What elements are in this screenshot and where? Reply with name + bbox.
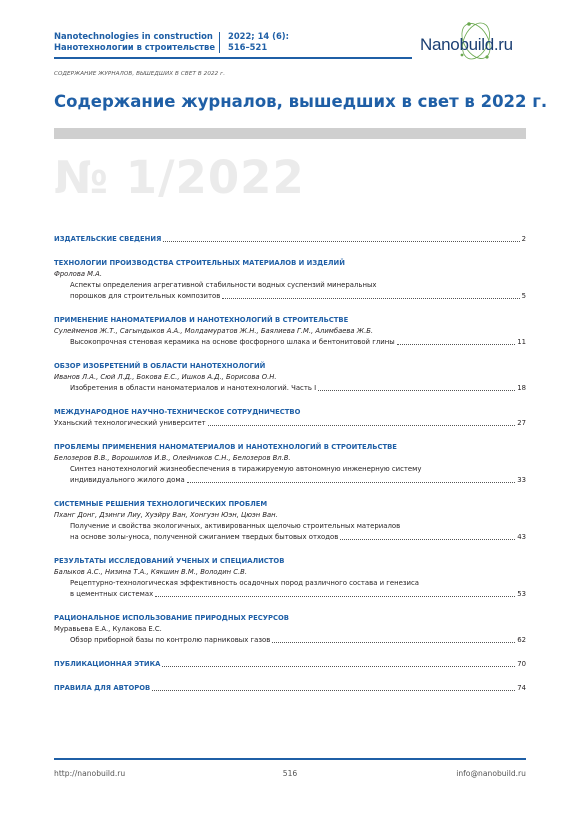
article-authors: Балыков А.С., Низина Т.А., Кякшин В.М., Володин С.В. bbox=[54, 568, 247, 576]
dot-leader bbox=[162, 666, 515, 667]
dot-leader bbox=[272, 642, 515, 643]
toc-entry[interactable] bbox=[54, 418, 526, 429]
article-title-line: индивидуального жилого дома bbox=[70, 476, 185, 484]
toc-section bbox=[54, 442, 526, 486]
page-footer bbox=[54, 758, 526, 790]
article-authors: Муравьева Е.А., Кулакова Е.С. bbox=[54, 625, 162, 633]
article-title-line: в цементных системах bbox=[70, 590, 154, 598]
toc-section bbox=[54, 499, 526, 543]
toc-entry[interactable] bbox=[54, 589, 526, 600]
dot-leader bbox=[208, 425, 516, 426]
dot-leader bbox=[318, 390, 515, 391]
dot-leader bbox=[222, 298, 519, 299]
header-separator bbox=[219, 32, 220, 53]
page-ref: 43 bbox=[517, 533, 526, 541]
article-title-line[interactable]: Рецептурно-технологическая эффективность осадочных пород различного состава и генезиса bbox=[70, 579, 420, 587]
section-title: ТЕХНОЛОГИИ ПРОИЗВОДСТВА СТРОИТЕЛЬНЫХ МАТЕРИАЛОВ И ИЗДЕЛИЙ bbox=[54, 259, 345, 267]
toc-entry[interactable] bbox=[54, 683, 526, 694]
journal-name bbox=[54, 31, 215, 53]
article-title-line: Обзор приборной базы по контролю парниковых газов bbox=[70, 636, 271, 644]
toc-entry[interactable] bbox=[54, 291, 526, 302]
dot-leader bbox=[187, 482, 515, 483]
footer-email-link[interactable]: info@nanobuild.ru bbox=[456, 769, 526, 778]
article-title-line[interactable]: Аспекты определения агрегативной стабильности водных суспензий минеральных bbox=[70, 281, 377, 289]
page-title: Содержание журналов, вышедших в свет в 2022 г. bbox=[54, 92, 548, 111]
toc-section bbox=[54, 683, 526, 694]
footer-rule bbox=[54, 758, 526, 760]
section-title: РАЦИОНАЛЬНОЕ ИСПОЛЬЗОВАНИЕ ПРИРОДНЫХ РЕСУРСОВ bbox=[54, 614, 289, 622]
table-of-contents bbox=[54, 234, 526, 707]
article-title-line[interactable]: Получение и свойства экологичных, активированных щелочью строительных материалов bbox=[70, 522, 401, 530]
running-section-tag: СОДЕРЖАНИЕ ЖУРНАЛОВ, ВЫШЕДШИХ В СВЕТ В 2022 г. bbox=[54, 71, 226, 77]
page-ref: 5 bbox=[521, 292, 526, 300]
dot-leader bbox=[340, 539, 515, 540]
page-ref: 74 bbox=[517, 684, 526, 692]
section-title: ПРОБЛЕМЫ ПРИМЕНЕНИЯ НАНОМАТЕРИАЛОВ И НАНОТЕХНОЛОГИЙ В СТРОИТЕЛЬСТВЕ bbox=[54, 443, 397, 451]
toc-entry[interactable] bbox=[54, 383, 526, 394]
article-authors: Иванов Л.А., Сюй Л.Д., Бокова Е.С., Ишков А.Д., Борисова О.Н. bbox=[54, 373, 277, 381]
toc-entry[interactable] bbox=[54, 475, 526, 486]
page-ref: 53 bbox=[517, 590, 526, 598]
title-divider-bar bbox=[54, 128, 526, 139]
dot-leader bbox=[397, 344, 516, 345]
journal-name-ru: Нанотехнологии в строительстве bbox=[54, 42, 216, 52]
section-title: ПРАВИЛА ДЛЯ АВТОРОВ bbox=[54, 684, 151, 692]
article-authors: Сулейменов Ж.Т., Сагындыков А.А., Молдамуратов Ж.Н., Баялиева Г.М., Алимбаева Ж.Б. bbox=[54, 327, 374, 335]
dot-leader bbox=[155, 596, 515, 597]
toc-entry[interactable] bbox=[54, 532, 526, 543]
header-rule bbox=[54, 57, 412, 59]
section-title: СИСТЕМНЫЕ РЕШЕНИЯ ТЕХНОЛОГИЧЕСКИХ ПРОБЛЕМ bbox=[54, 500, 268, 508]
toc-section bbox=[54, 613, 526, 646]
article-title-line: Изобретения в области наноматериалов и нанотехнологий. Часть I bbox=[70, 384, 317, 392]
toc-section bbox=[54, 258, 526, 302]
section-title: ИЗДАТЕЛЬСКИЕ СВЕДЕНИЯ bbox=[54, 235, 162, 243]
toc-section bbox=[54, 361, 526, 394]
logo-text: Nanobuild.ru bbox=[420, 35, 513, 54]
section-title: ОБЗОР ИЗОБРЕТЕНИЙ В ОБЛАСТИ НАНОТЕХНОЛОГИЙ bbox=[54, 362, 266, 370]
footer-website-link[interactable]: http://nanobuild.ru bbox=[54, 769, 126, 778]
section-title: МЕЖДУНАРОДНОЕ НАУЧНО-ТЕХНИЧЕСКОЕ СОТРУДНИЧЕСТВО bbox=[54, 408, 301, 416]
article-authors: Фролова М.А. bbox=[54, 270, 102, 278]
page-header bbox=[54, 31, 526, 61]
issue-volume: 2022; 14 (6): bbox=[228, 31, 289, 41]
toc-entry[interactable] bbox=[54, 234, 526, 245]
dot-leader bbox=[163, 241, 519, 242]
footer-page-number: 516 bbox=[282, 769, 298, 778]
toc-entry[interactable] bbox=[54, 635, 526, 646]
toc-entry[interactable] bbox=[54, 337, 526, 348]
article-authors: Белозеров В.В., Ворошилов И.В., Олейников С.Н., Белозеров Вл.В. bbox=[54, 454, 291, 462]
page-ref: 11 bbox=[517, 338, 526, 346]
page-ref: 62 bbox=[517, 636, 526, 644]
article-title-line: Высокопрочная стеновая керамика на основе фосфорного шлака и бентонитовой глины bbox=[70, 338, 395, 346]
article-title-line: Уханьский технологический университет bbox=[54, 419, 206, 427]
article-title-line: на основе золы-уноса, полученной сжиганием твердых бытовых отходов bbox=[70, 533, 339, 541]
issue-number-heading: № 1/2022 bbox=[54, 151, 305, 204]
page-ref: 27 bbox=[517, 419, 526, 427]
toc-section bbox=[54, 407, 526, 429]
page-ref: 18 bbox=[517, 384, 526, 392]
toc-section bbox=[54, 234, 526, 245]
toc-section bbox=[54, 315, 526, 348]
toc-section bbox=[54, 556, 526, 600]
issue-info bbox=[228, 31, 289, 53]
nanobuild-logo[interactable] bbox=[414, 19, 530, 65]
article-title-line[interactable]: Синтез нанотехнологий жизнеобеспечения в тиражируемую автономную инженерную систему bbox=[70, 465, 422, 473]
toc-section bbox=[54, 659, 526, 670]
issue-pages: 516–521 bbox=[228, 42, 268, 52]
page-ref: 33 bbox=[517, 476, 526, 484]
article-authors: Пханг Донг, Дзинги Лиу, Хуэйру Ван, Хонгуэн Юэн, Цюэн Ван. bbox=[54, 511, 278, 519]
page-ref: 2 bbox=[521, 235, 526, 243]
section-title: ПРИМЕНЕНИЕ НАНОМАТЕРИАЛОВ И НАНОТЕХНОЛОГИЙ В СТРОИТЕЛЬСТВЕ bbox=[54, 316, 349, 324]
section-title: РЕЗУЛЬТАТЫ ИССЛЕДОВАНИЙ УЧЕНЫХ И СПЕЦИАЛИСТОВ bbox=[54, 557, 285, 565]
dot-leader bbox=[152, 690, 515, 691]
toc-entry[interactable] bbox=[54, 659, 526, 670]
journal-name-en: Nanotechnologies in construction bbox=[54, 31, 213, 41]
section-title: ПУБЛИКАЦИОННАЯ ЭТИКА bbox=[54, 660, 161, 668]
page-ref: 70 bbox=[517, 660, 526, 668]
article-title-line: порошков для строительных композитов bbox=[70, 292, 221, 300]
